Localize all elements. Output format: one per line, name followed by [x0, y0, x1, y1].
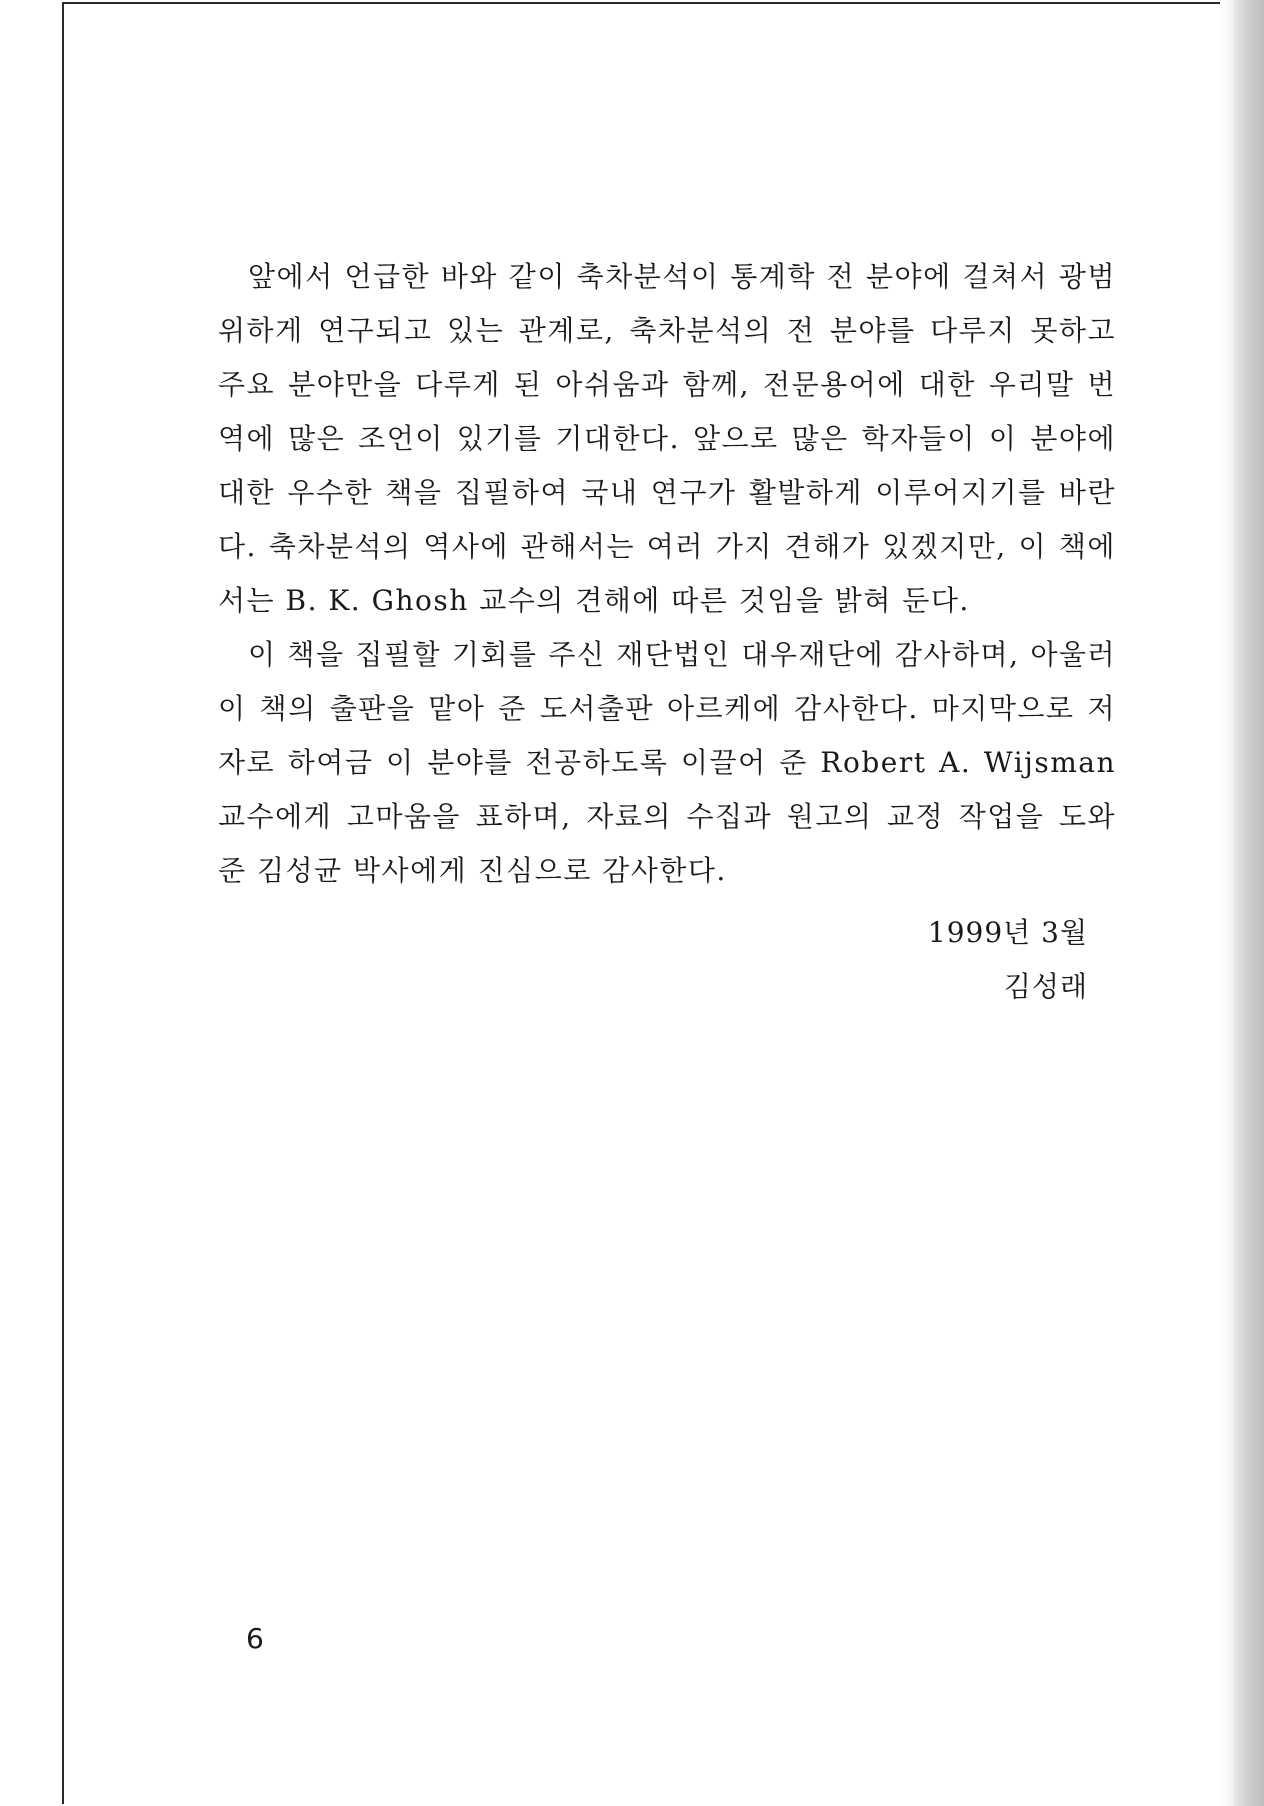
left-margin-strip — [0, 0, 62, 1806]
body-text — [218, 250, 1116, 898]
page-number: 6 — [246, 1622, 264, 1655]
paragraph-2: 이 책을 집필할 기회를 주신 재단법인 대우재단에 감사하며, 아울러 이 책의 출판을 맡아 준 도서출판 아르케에 감사한다. 마지막으로 저자로 하여금 이 분야를 전공하도록 이끌어 준 Robert A. Wijsman 교수에게 고마움을 표하며, 자료의 수집과 원고의 교정 작업을 도와 준 김성균 박사에게 진심으로 감사한다. — [218, 638, 1116, 887]
page-edge-shadow — [1234, 0, 1264, 1806]
signature-block — [928, 906, 1088, 1014]
signature-date: 1999년 3월 — [927, 916, 1088, 949]
paragraph-1: 앞에서 언급한 바와 같이 축차분석이 통계학 전 분야에 걸쳐서 광범위하게 연구되고 있는 관계로, 축차분석의 전 분야를 다루지 못하고 주요 분야만을 다루게 된 아쉬움과 함께, 전문용어에 대한 우리말 번역에 많은 조언이 있기를 기대한다. 앞으로 많은 학자들이 이 분야에 대한 우수한 책을 집필하여 국내 연구가 활발하게 이루어지기를 바란다. 축차분석의 역사에 관해서는 여러 가지 견해가 있겠지만, 이 책에서는 B. K. Ghosh 교수의 견해에 따른 것임을 밝혀 둔다. — [218, 260, 1116, 617]
page-edge-highlight — [1220, 0, 1234, 1806]
signature-author: 김성래 — [1003, 970, 1088, 1003]
